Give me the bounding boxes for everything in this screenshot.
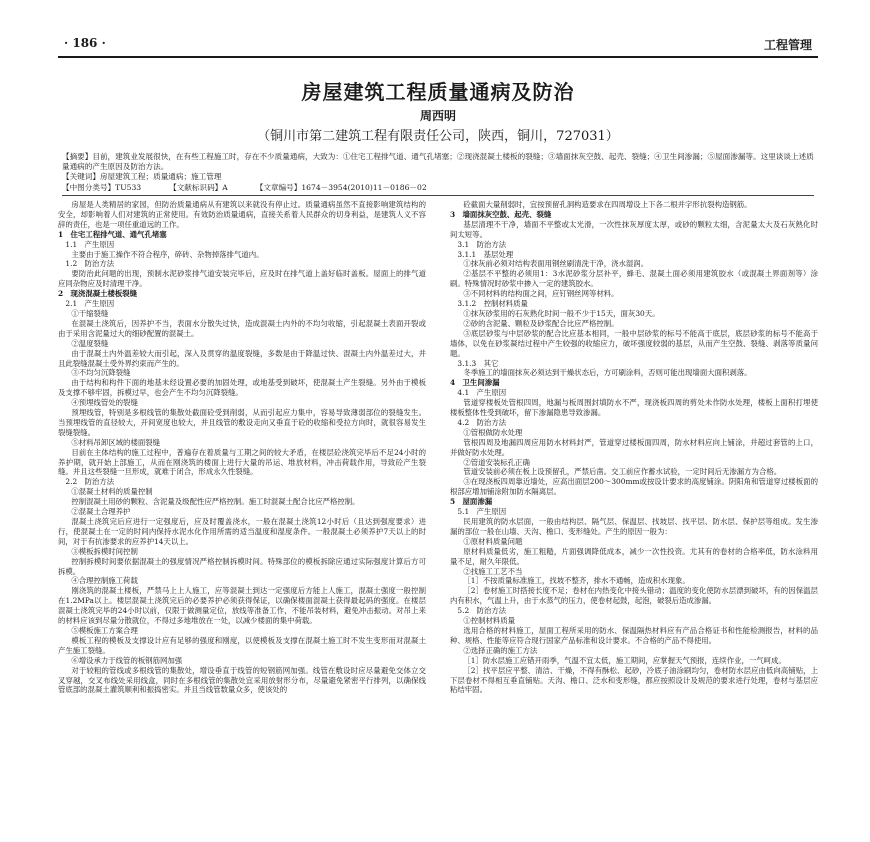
section-heading: 1.2 防治方法 (65, 259, 115, 269)
section-name: 工程管理 (763, 38, 812, 52)
paragraph: 管根四周及地漏四周应用防水材料封严，管道穿过楼板面四周，防水材料应向上铺涂，并超过套管的上口，并做好防水处理。 (450, 437, 818, 457)
article-title: 房屋建筑工程质量通病及防治 (301, 80, 575, 104)
section-heading: ③不均匀沉降裂缝 (71, 368, 131, 378)
article-number: 【文章编号】1674－3954(2010)11－0186－02 (255, 183, 427, 192)
article-meta (62, 182, 814, 196)
section-heading: ①干缩裂缝 (71, 308, 109, 318)
section-heading: 3.1.1 基层处理 (457, 249, 514, 259)
paragraph: 基层清理不干净，墙面不平整或太光滑，一次性抹灰厚度太厚，或砂的颗粒太细，含泥量太大及石灰熟化时间太短等。 (450, 219, 818, 239)
paragraph: ［1］不按质量标准施工，找坡不整齐，排水不通畅，造成积水现象。 (463, 576, 690, 586)
section-heading: 4 卫生间渗漏 (450, 378, 500, 388)
paragraph: 要防治此问题的出现，预制水泥砂浆排气道安装完毕后，应及时在排气道上盖好临时盖板。屋面上的排气道应同杂物应及时清理干净。 (58, 269, 426, 289)
section-heading: 3.1.3 其它 (457, 358, 499, 368)
paragraph: ［1］防水层施工应错开雨季，气温不宜太低，施工期间，应掌握天气预报，连续作业，一气呵成。 (463, 655, 786, 665)
article-affiliation: （铜川市第二建筑工程有限责任公司，陕西，铜川，727031） (257, 129, 619, 144)
section-heading: ④预埋线管处的裂缝 (71, 398, 138, 408)
right-column (450, 200, 818, 695)
paragraph: 管道穿楼板处管根四周，地漏与板周围封填防水不严，现浇板四周的剪处未作防水处理，楼板上面积打埋使楼板整体性受到破坏，留下渗漏隐患导致渗漏。 (450, 398, 818, 418)
document-code: 【文献标识码】A (169, 183, 228, 192)
section-heading: ①混凝土材料的质量控制 (71, 487, 153, 497)
section-heading: ⑤材料吊卸区域的楼面裂缝 (71, 437, 161, 447)
section-heading: 1.1 产生原因 (65, 239, 115, 249)
paragraph: 管道安装前必须在板上设预留孔，严禁后凿。交工前应作蓄水试验，一定时间后无渗漏方为合格。 (463, 467, 782, 477)
section-heading: 3 墙面抹灰空鼓、起壳、裂缝 (450, 209, 552, 219)
paragraph: 房屋是人类精居的家园，但防治质量通病从有建筑以来就没有停止过。质量通病虽然不直接影响建筑结构的安全，却影响着人们对建筑的正常使用。有效防治质量通病，直接关系着人民群众的切身利益，是建筑人义不容辞的责任，也是一项任重道远的工作。 (58, 200, 426, 229)
paragraph: 刚浇筑的混凝土楼板，严禁马上上人施工，应等混凝土到达一定强度后方能上人施工，混凝土强度一般控制在1.2MPa以上。楼层混凝土浇筑完后的必要养护必须获得保证，以确保楼面混凝土获得最起码的强度。在楼层混凝土浇筑完毕的24小时以前，仅限于做测量定位，放线等准备工作，不能吊装材料，避免冲击振动。对吊上来的材料应该到尽量分散就位，不得过多地堆放在一处，以减少楼面的集中荷载。 (58, 586, 426, 626)
paragraph: ③在现浇板四周靠近墙处，应高出面层200～300mm或按设计要求的高度铺涂。阴阳角和管道穿过楼板面的根部应增加铺涂附加防水隔离层。 (450, 477, 818, 497)
section-heading: ①管根做防水处理 (463, 427, 523, 437)
paragraph: ［2］找平层应平整、清洁、干燥，不得有酥松、起砂，冷底子油涂刷均匀，卷材防水层应由低向高铺贴，上下层卷材不得相互垂直铺贴。天沟、檐口、泛水和变形缝，都应按照设计及规范的要求进行处理，卷材与基层应粘结牢固。 (450, 665, 818, 695)
article-author: 周西明 (419, 109, 456, 123)
abstract: 【摘要】目前，建筑业发展很快，在有些工程施工时，存在不少质量通病，大致为：①住宅工程排气道、通气孔堵塞；②现浇混凝土楼板的裂缝；③墙面抹灰空鼓、起壳、裂缝；④卫生间渗漏；⑤屋面渗漏等。这里谈谈上述质量通病的产生原因及防治方法。 (62, 152, 814, 171)
section-heading: ②温度裂缝 (71, 338, 109, 348)
paragraph: 对于较粗的管线或多根线管的集散处，增设垂直于线管的短钢筋网加强。线管在敷设时应尽量避免交体立交叉穿越，交叉布线处采用线盒，同时在多根线管的集散处宜采用放射形分布，尽量避免紧密平行排列，以确保线管底部的混凝土灌筑顺利和振捣密实。并且当线管数量众多，使该处的 (58, 665, 426, 695)
section-heading: ①原材料质量问题 (463, 536, 523, 546)
section-heading: 5.2 防治方法 (457, 606, 507, 616)
section-heading: 2 现浇混凝土楼板裂缝 (58, 289, 138, 299)
paragraph: 目前在主体结构的施工过程中，普遍存在着质量与工期之间的较大矛盾，在楼层砼浇筑完毕后不足24小时的养护期，就开始上部施工，从而在刚浇筑的楼面上进行大量的吊运、堆放材料，冲击荷载作用，导致砼产生裂缝。并且这些裂缝一旦形成，就难于闭合，形成永久性裂缝。 (58, 447, 426, 477)
left-column (58, 200, 426, 695)
section-heading: 2.1 产生原因 (65, 299, 115, 309)
section-heading: 3.1.2 控制材料质量 (457, 299, 528, 309)
section-heading: ③模板拆模时间控制 (71, 546, 138, 556)
section-heading: ①控制材料质量 (463, 616, 516, 626)
paragraph: ①抹灰前必须对结构表面用钢丝刷清洗干净，浇水湿润。 (463, 259, 649, 269)
section-heading: ⑥增设承力于线管的板钢筋网加强 (71, 655, 183, 665)
section-heading: 1 住宅工程排气道、通气孔堵塞 (58, 229, 167, 239)
paragraph: 由于混凝土内外温差较大而引起，深入及贯穿的温度裂缝，多数是由于降温过快、混凝土内外温差过大，并且此裂缝混凝土受外界约束而产生的。 (58, 348, 426, 368)
section-heading: 2.2 防治方法 (65, 477, 115, 487)
paragraph: 砼截面大量削弱时，宜按预留孔洞构造要求在四周增设上下各二根并字形抗裂构造钢筋。 (463, 200, 752, 209)
running-header (58, 32, 818, 58)
paragraph: 控制混凝土用砂的颗粒、含泥量及级配性应严格控制。施工时混凝土配合比应严格控制。 (71, 497, 360, 507)
clc-number: 【中图分类号】TU533 (62, 183, 142, 192)
paragraph: 冬季施工的墙面抹灰必须达到干燥状态后，方可刷涂料，否则可能出现墙面大面积剥落。 (463, 368, 752, 378)
paragraph: 预埋线管，特别是多根线管的集散处截面砼受到削弱，从而引起应力集中，容易导致薄弱部位的裂缝发生。当预埋线管的直径较大，开间宽度也较大，并且线管的敷设走向又垂直于砼的收缩和受拉方向时，就很容易发生裂缝裂缝。 (58, 408, 426, 437)
paragraph: 模板工程的模板及支撑设计应有足够的强度和刚度，以使模板及支撑在混凝土施工时不发生变形而对混凝土产生施工裂缝。 (58, 635, 426, 655)
section-heading: 3.1 防治方法 (457, 239, 507, 249)
body-columns (58, 200, 818, 695)
section-heading: ②找施工工艺不当 (463, 566, 523, 576)
section-heading: ②管道安装标孔正确 (463, 457, 530, 467)
paragraph: 原材料质量低劣，施工粗糙，片面强调降低成本，减少一次性投资。尤其有的卷材的合格率低，防水涂料用量不足，耐久年限低。 (450, 546, 818, 566)
section-heading: 5.1 产生原因 (457, 507, 507, 517)
paragraph: 混凝土浇筑完后应进行一定强度后，应及时覆盖浇水，一般在混凝土浇筑12小时后（且达到强度要求）进行，使混凝土在一定的时间内保持水泥水化作用所需的适当温度和湿度条件。一般混凝土必须养护7天以上的时间，对于有抗渗要求的应养护14天以上。 (58, 517, 426, 546)
paragraph: 在混凝土浇筑后，因养护不当，表面水分散失过快，造成混凝土内外的不均匀收缩，引起混凝土表面开裂或由于采用含泥量过大的细砂配置的混凝土。 (58, 318, 426, 338)
keywords: 【关键词】房屋建筑工程；质量通病；施工管理 (62, 172, 222, 181)
section-heading: ②混凝土合理养护 (71, 507, 131, 517)
paper-page (58, 32, 818, 695)
section-heading: 5 屋面渗漏 (450, 497, 493, 507)
paragraph: ②砂的含泥量、颗粒及砂浆配合比应严格控制。 (463, 318, 619, 328)
paragraph: 控制拆模时间要依据混凝土的强度情况严格控制拆模时间。特殊部位的模板拆除应通过实际强度计算后方可拆模。 (58, 556, 426, 576)
paragraph: ［2］卷材施工时搭接长度不足；卷材在内热变化中接头错动；温度的变化使防水层漂到破坏，有的因保温层内有积水，气温上升，由于水蒸气的压力，使卷材起鼓，起泡，破裂后造成渗漏。 (450, 586, 818, 606)
section-heading: 4.1 产生原因 (457, 388, 507, 398)
paragraph: 民用建筑的防水层面，一般由结构层、隔气层、保温层、找坡层、找平层、防水层、保护层等组成。发生渗漏的部位一般在山墙、天沟、檐口、变形缝处。产生的原因一般为： (450, 517, 818, 536)
paragraph: ③底层砂浆与中层砂浆的配合比应基本相同，一般中层砂浆的标号不能高于底层，底层砂浆的标号不能高于墙体，以免在砂浆凝结过程中产生较强的收缩应力，破坏强度较弱的基层，从而产生空鼓、裂缝、剥落等质量问题。 (450, 328, 818, 358)
paragraph: ①抹灰砂浆用的石灰熟化时间一般不少于15天，面灰30天。 (463, 308, 660, 318)
section-heading: ⑤模板施工方案合理 (71, 625, 138, 635)
section-heading: ④合理控制施工荷载 (71, 576, 138, 586)
paragraph: ②基层不平整的必须用1：3水泥砂浆分层补平，蜂毛、混凝土面必须用建筑胶水（或混凝土界面剂等）涂刷。特殊情况时砂浆中掺入一定的建筑胶水。 (450, 269, 818, 289)
page-number: · 186 · (64, 36, 106, 50)
paragraph: ③不同材料的结构面之间，应钉钢丝网等材料。 (463, 289, 619, 299)
section-heading: ②选择正确的施工方法 (463, 645, 538, 655)
paragraph: 选用合格的材料施工，屋面工程所采用的防水、保温隔热材料应有产品合格证书和性能检测报告，材料的品种、规格、性能等应符合现行国家产品标准和设计要求。不合格的产品不得使用。 (450, 625, 818, 645)
paragraph: 由于结构和构件下面的地基未经设置必要的加固处理，或地基受到破坏，使混凝土产生裂缝。另外由于模板及支撑不够牢固，拆模过早，也会产生不均匀沉降裂缝。 (58, 378, 426, 398)
paragraph: 主要由于施工操作不符合程序，碎砖、杂物掉落排气道内。 (71, 249, 264, 259)
section-heading: 4.2 防治方法 (457, 417, 507, 427)
